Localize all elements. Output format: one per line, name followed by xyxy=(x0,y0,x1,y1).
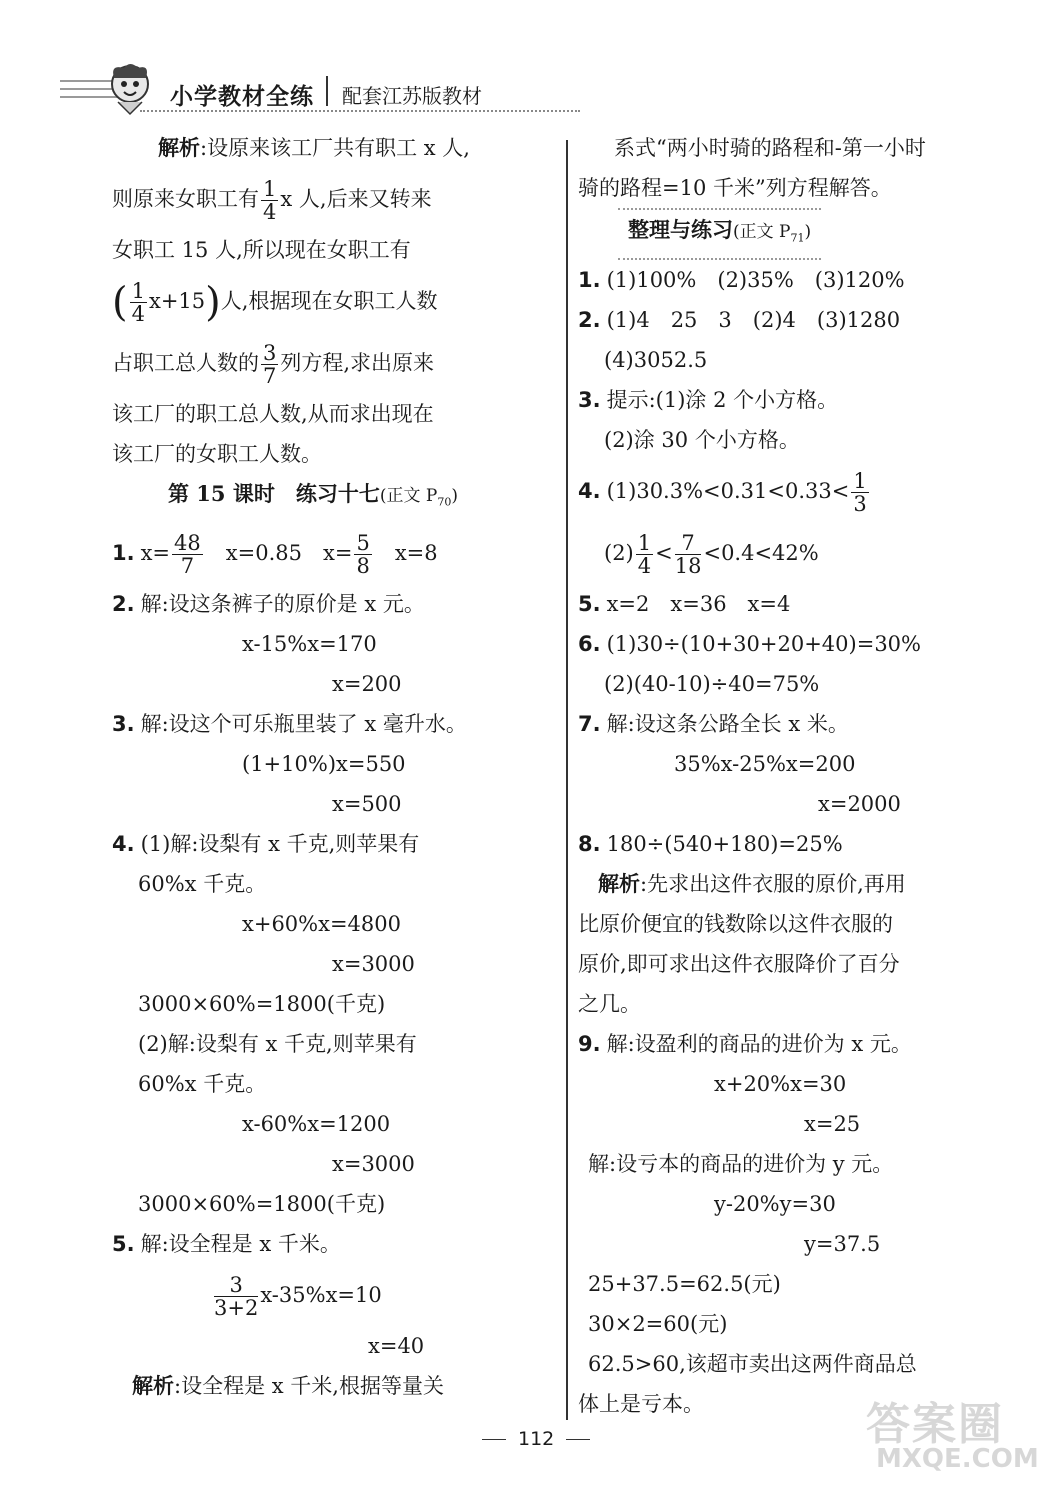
answer-item xyxy=(112,1224,552,1264)
equation-text: x-35%x=10 xyxy=(260,1283,382,1308)
analysis-line xyxy=(112,230,552,270)
analysis-text: :设原来该工厂共有职工 x 人, xyxy=(200,136,470,160)
analysis-line: 骑的路程=10 千米”列方程解答。 xyxy=(578,176,892,200)
analysis-text: :设全程是 x 千米,根据等量关 xyxy=(174,1374,444,1399)
analysis-line xyxy=(112,332,552,394)
fraction xyxy=(130,280,147,325)
answer-text: (1)100% (2)35% (3)120% xyxy=(606,268,905,293)
analysis-text: 占职工总人数的 xyxy=(112,351,259,375)
paren: ) xyxy=(205,279,221,326)
numerator: 48 xyxy=(174,531,201,556)
item-number: 5. xyxy=(578,592,601,617)
equation: 25+37.5=62.5(元) xyxy=(588,1272,781,1297)
answer-text: 62.5>60,该超市卖出这两件商品总 xyxy=(588,1352,917,1377)
section-heading xyxy=(578,208,988,260)
answer-text: 解:设这条公路全长 x 米。 xyxy=(606,712,849,737)
equation: x=500 xyxy=(332,792,402,817)
answer-item xyxy=(578,300,988,340)
numerator: 1 xyxy=(131,279,145,303)
answer-text: 体上是亏本。 xyxy=(578,1392,704,1417)
equation: 3000×60%=1800(千克) xyxy=(138,992,386,1017)
equation: y-20%y=30 xyxy=(714,1192,836,1217)
equation xyxy=(112,1264,552,1326)
answer-item xyxy=(112,584,552,624)
fraction xyxy=(261,178,278,223)
page-number xyxy=(470,1428,602,1450)
equation: 35%x-25%x=200 xyxy=(674,752,856,777)
analysis-line xyxy=(112,128,552,168)
item-number: 4. xyxy=(112,832,135,857)
column-divider xyxy=(566,140,568,1420)
answer-item xyxy=(578,824,988,864)
analysis-line xyxy=(112,1366,552,1406)
watermark-text: 答案圈 xyxy=(866,1399,1004,1450)
answer-text: x= xyxy=(140,541,171,566)
denominator: 4 xyxy=(263,200,277,224)
equation: x-15%x=170 xyxy=(242,632,377,657)
denominator: 7 xyxy=(263,364,277,388)
fraction xyxy=(172,532,203,577)
equation: x+20%x=30 xyxy=(714,1072,847,1097)
analysis-line: 之几。 xyxy=(578,992,641,1017)
analysis-text: 列方程,求出原来 xyxy=(280,351,435,375)
equation: x=3000 xyxy=(332,952,415,977)
analysis-line xyxy=(112,394,552,434)
analysis-line: 比原价便宜的钱数除以这件衣服的 xyxy=(578,912,893,937)
section-ref-end: ) xyxy=(804,222,812,242)
left-column xyxy=(112,128,552,1406)
answer-text: (2)解:设梨有 x 千克,则苹果有 xyxy=(138,1032,417,1057)
equation: x=3000 xyxy=(332,1152,415,1177)
answer-text: (1)解:设梨有 x 千克,则苹果有 xyxy=(140,832,420,857)
denominator: 3 xyxy=(853,492,867,517)
numerator: 3 xyxy=(214,1274,258,1297)
answer-text: (4)3052.5 xyxy=(604,348,708,373)
numerator: 1 xyxy=(853,469,867,494)
answer-text: 提示:(1)涂 2 个小方格。 xyxy=(606,388,839,413)
paren: ( xyxy=(112,279,128,326)
equation: x=40 xyxy=(368,1334,425,1359)
lesson-page: 70 xyxy=(437,495,452,509)
analysis-line xyxy=(112,434,552,474)
page-header xyxy=(60,58,540,120)
denominator: 4 xyxy=(637,554,652,579)
item-number: 9. xyxy=(578,1032,601,1057)
answer-item xyxy=(578,380,988,420)
answer-item xyxy=(578,1024,988,1064)
analysis-line xyxy=(578,864,988,904)
numerator: 5 xyxy=(356,531,370,556)
answer-text: 60%x 千克。 xyxy=(138,1072,267,1097)
numerator: 1 xyxy=(637,531,652,556)
answer-item xyxy=(112,522,552,584)
answer-text: 解:设这个可乐瓶里装了 x 毫升水。 xyxy=(140,712,467,737)
answer-text: (2)涂 30 个小方格。 xyxy=(604,428,800,453)
header-rule xyxy=(140,110,580,112)
answer-text xyxy=(578,522,988,584)
denominator: 3+2 xyxy=(214,1296,259,1321)
fraction xyxy=(354,532,371,577)
item-number: 2. xyxy=(578,308,601,333)
answer-item xyxy=(112,824,552,864)
answer-text: 解:设亏本的商品的进价为 y 元。 xyxy=(588,1152,894,1177)
answer-text: x=0.85 xyxy=(225,541,302,566)
answer-item xyxy=(578,460,988,522)
analysis-text: 女职工 15 人,所以现在女职工有 xyxy=(112,238,411,262)
answer-text: x=8 xyxy=(394,541,438,566)
fraction xyxy=(636,532,653,577)
book-subtitle: 配套江苏版教材 xyxy=(342,84,482,108)
item-number: 6. xyxy=(578,632,601,657)
item-number: 1. xyxy=(578,268,601,293)
equation: (1+10%)x=550 xyxy=(242,752,406,777)
analysis-line xyxy=(112,270,552,332)
right-column xyxy=(578,128,988,1424)
section-title: 整理与练习 xyxy=(628,217,733,242)
numerator: 1 xyxy=(263,177,277,201)
analysis-line xyxy=(112,168,552,230)
numerator: 3 xyxy=(263,341,277,365)
analysis-text: x+15 xyxy=(148,289,206,313)
item-number: 7. xyxy=(578,712,601,737)
dash xyxy=(482,1439,506,1440)
header-separator xyxy=(326,76,328,106)
item-number: 1. xyxy=(112,541,135,566)
answer-text: 60%x 千克。 xyxy=(138,872,267,897)
equation: 3000×60%=1800(千克) xyxy=(138,1192,386,1217)
fraction xyxy=(851,470,868,515)
fraction xyxy=(214,1274,258,1319)
item-number: 3. xyxy=(578,388,601,413)
equation: x+60%x=4800 xyxy=(242,912,401,937)
analysis-label: 解析 xyxy=(598,871,640,897)
answer-item xyxy=(578,584,988,624)
section-ref: (正文 P xyxy=(733,222,791,242)
analysis-text: 则原来女职工有 xyxy=(112,187,259,211)
lesson-number: 第 15 课时 xyxy=(168,481,275,506)
answer-text: (1)4 25 3 (2)4 (3)1280 xyxy=(606,308,901,333)
equation: x=200 xyxy=(332,672,402,697)
answer-text: (2) xyxy=(604,541,634,566)
mascot-icon xyxy=(100,58,160,118)
item-number: 3. xyxy=(112,712,135,737)
fraction xyxy=(261,342,278,387)
lesson-ref-end: ) xyxy=(451,486,458,506)
answer-text: x=2 x=36 x=4 xyxy=(606,592,791,617)
answer-item xyxy=(578,260,988,300)
item-number: 2. xyxy=(112,592,135,617)
fraction xyxy=(675,532,702,577)
analysis-text: 该工厂的职工总人数,从而求出现在 xyxy=(112,402,434,426)
answer-item xyxy=(112,704,552,744)
equation: x=2000 xyxy=(818,792,901,817)
equation: x=25 xyxy=(804,1112,861,1137)
answer-text: 解:设这条裤子的原价是 x 元。 xyxy=(140,592,425,617)
section-title-box xyxy=(618,208,821,260)
answer-text: 180÷(540+180)=25% xyxy=(606,832,843,857)
denominator: 8 xyxy=(356,554,370,579)
answer-item xyxy=(578,704,988,744)
lesson-heading xyxy=(112,474,552,522)
answer-text: <0.4<42% xyxy=(703,541,819,566)
item-number: 8. xyxy=(578,832,601,857)
denominator: 4 xyxy=(131,302,145,326)
analysis-text: x 人,后来又转来 xyxy=(280,187,432,211)
answer-item xyxy=(578,624,988,664)
analysis-label: 解析 xyxy=(132,1373,174,1399)
analysis-line: 原价,即可求出这件衣服降价了百分 xyxy=(578,952,900,977)
lesson-name: 练习十七 xyxy=(295,481,380,506)
item-number: 4. xyxy=(578,479,601,504)
denominator: 18 xyxy=(674,554,702,579)
watermark-logo xyxy=(866,1388,1039,1484)
dash xyxy=(566,1439,590,1440)
answer-text: (2)(40-10)÷40=75% xyxy=(604,672,820,697)
analysis-text: 该工厂的女职工人数。 xyxy=(112,442,322,466)
answer-text: (1)30.3%<0.31<0.33< xyxy=(606,479,850,504)
equation: 30×2=60(元) xyxy=(588,1312,728,1337)
answer-text: < xyxy=(655,541,673,566)
lesson-ref: (正文 P xyxy=(379,486,438,506)
analysis-text: :先求出这件衣服的原价,再用 xyxy=(640,872,906,897)
analysis-line: 系式“两小时骑的路程和-第一小时 xyxy=(614,136,926,160)
analysis-text: 人,根据现在女职工人数 xyxy=(220,289,438,313)
answer-text: 解:设盈利的商品的进价为 x 元。 xyxy=(606,1032,912,1057)
equation: y=37.5 xyxy=(804,1232,881,1257)
book-title: 小学教材全练 xyxy=(170,84,314,110)
answer-text: x= xyxy=(322,541,353,566)
page-number-text: 112 xyxy=(518,1428,555,1450)
section-page: 71 xyxy=(790,231,805,245)
watermark-url: MXQE.COM xyxy=(876,1444,1039,1474)
denominator: 7 xyxy=(180,554,195,579)
answer-text: 解:设全程是 x 千米。 xyxy=(140,1232,341,1257)
answer-text: (1)30÷(10+30+20+40)=30% xyxy=(606,632,921,657)
analysis-label: 解析 xyxy=(158,135,200,160)
equation: x-60%x=1200 xyxy=(242,1112,391,1137)
numerator: 7 xyxy=(675,532,702,555)
item-number: 5. xyxy=(112,1232,135,1257)
